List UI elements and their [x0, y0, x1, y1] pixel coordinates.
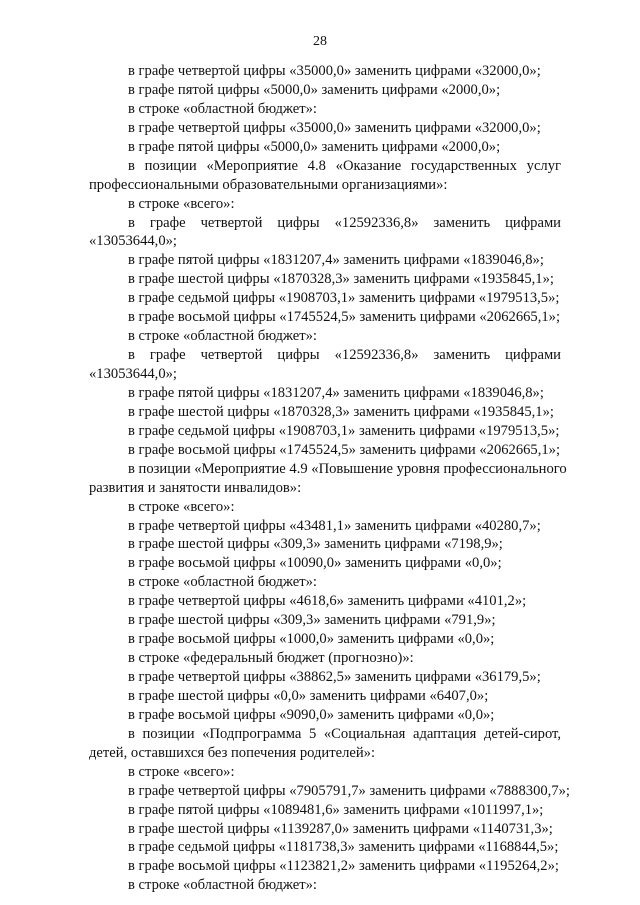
- text-line: в графе восьмой цифры «1745524,5» заменить цифрами «2062665,1»;: [128, 441, 561, 458]
- text-line: в графе шестой цифры «1870328,3» заменить цифрами «1935845,1»;: [128, 271, 554, 288]
- text-line: в строке «областной бюджет»:: [128, 877, 317, 894]
- text-line: в строке «всего»:: [128, 498, 235, 515]
- text-line: «13053644,0»;: [89, 366, 177, 382]
- text-line: в строке «областной бюджет»:: [128, 100, 317, 117]
- text-line: в графе четвертой цифры «4618,6» заменить цифрами «4101,2»;: [128, 593, 527, 610]
- text-line: в графе восьмой цифры «1123821,2» заменить цифрами «1195264,2»;: [128, 858, 559, 875]
- document-body: [89, 62, 570, 895]
- text-line: в графе шестой цифры «1870328,3» заменить цифрами «1935845,1»;: [128, 403, 554, 420]
- text-line: в строке «областной бюджет»:: [128, 574, 317, 591]
- text-line: в строке «всего»:: [128, 763, 235, 780]
- text-line: в графе восьмой цифры «9090,0» заменить цифрами «0,0»;: [128, 706, 495, 723]
- text-line: в графе четвертой цифры «7905791,7» заменить цифрами «7888300,7»;: [128, 782, 570, 799]
- text-line: развития и занятости инвалидов»:: [89, 479, 302, 496]
- text-line: в графе седьмой цифры «1181738,3» заменить цифрами «1168844,5»;: [128, 839, 559, 856]
- text-line: в позиции «Мероприятие 4.8 «Оказание государственных услуг: [128, 157, 561, 174]
- text-line: в графе пятой цифры «5000,0» заменить цифрами «2000,0»;: [128, 138, 501, 155]
- text-line: детей, оставшихся без попечения родителей»:: [89, 744, 376, 761]
- text-line: в строке «областной бюджет»:: [128, 328, 317, 345]
- text-line: в графе пятой цифры «1831207,4» заменить цифрами «1839046,8»;: [128, 384, 544, 401]
- text-line: в графе пятой цифры «1831207,4» заменить цифрами «1839046,8»;: [128, 252, 544, 269]
- text-line: профессиональными образовательными организациями»:: [89, 176, 448, 193]
- text-line: в позиции «Подпрограмма 5 «Социальная адаптация детей-сирот,: [128, 725, 561, 742]
- text-line: в графе восьмой цифры «1000,0» заменить цифрами «0,0»;: [128, 631, 495, 648]
- text-line: в графе шестой цифры «309,3» заменить цифрами «791,9»;: [128, 612, 496, 629]
- text-line: в графе восьмой цифры «1745524,5» заменить цифрами «2062665,1»;: [128, 309, 561, 326]
- text-line: в графе восьмой цифры «10090,0» заменить цифрами «0,0»;: [128, 555, 502, 572]
- text-line: в графе четвертой цифры «12592336,8» заменить цифрами: [128, 347, 561, 364]
- text-line: в графе четвертой цифры «35000,0» заменить цифрами «32000,0»;: [128, 63, 541, 79]
- text-line: в строке «всего»:: [128, 195, 235, 212]
- text-line: в графе четвертой цифры «35000,0» заменить цифрами «32000,0»;: [128, 119, 541, 136]
- text-line: в графе четвертой цифры «12592336,8» заменить цифрами: [128, 214, 561, 231]
- text-line: в графе четвертой цифры «38862,5» заменить цифрами «36179,5»;: [128, 669, 541, 685]
- text-line: в графе шестой цифры «0,0» заменить цифрами «6407,0»;: [128, 687, 489, 704]
- text-line: в позиции «Мероприятие 4.9 «Повышение уровня профессионального: [128, 460, 567, 477]
- text-line: в графе пятой цифры «5000,0» заменить цифрами «2000,0»;: [128, 81, 501, 98]
- text-line: в графе шестой цифры «1139287,0» заменить цифрами «1140731,3»;: [128, 820, 553, 837]
- text-line: в графе четвертой цифры «43481,1» заменить цифрами «40280,7»;: [128, 517, 541, 534]
- text-line: в графе седьмой цифры «1908703,1» заменить цифрами «1979513,5»;: [128, 422, 560, 439]
- text-line: в строке «федеральный бюджет (прогнозно)»:: [128, 650, 414, 667]
- text-line: «13053644,0»;: [89, 233, 177, 250]
- text-line: в графе седьмой цифры «1908703,1» заменить цифрами «1979513,5»;: [128, 290, 560, 307]
- page-number: 28: [313, 34, 327, 49]
- text-line: в графе шестой цифры «309,3» заменить цифрами «7198,9»;: [128, 536, 503, 553]
- text-line: в графе пятой цифры «1089481,6» заменить цифрами «1011997,1»;: [128, 801, 544, 818]
